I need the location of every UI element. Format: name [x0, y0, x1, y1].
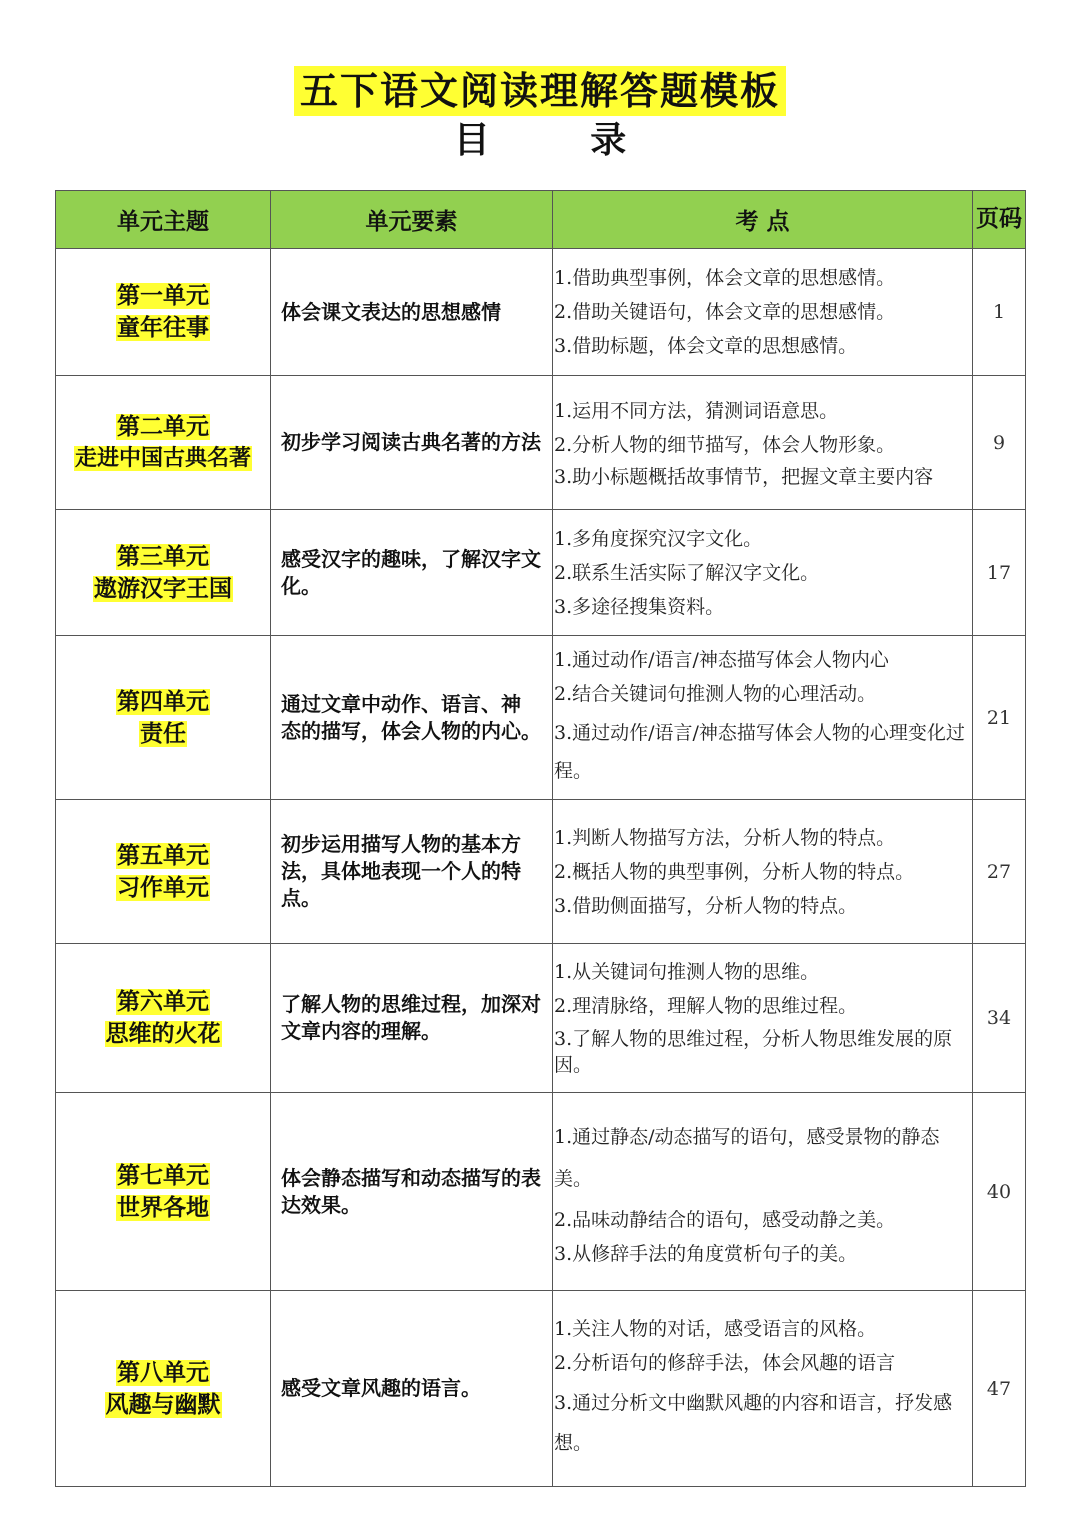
table-row [56, 944, 1026, 1093]
exam-point: 2.分析人物的细节描写，体会人物形象。 [554, 433, 896, 456]
exam-point: 1.多角度探究汉字文化。 [554, 527, 763, 550]
unit-element: 初步运用描写人物的基本方法，具体地表现一个人的特点。 [271, 800, 553, 944]
table-row [56, 249, 1026, 376]
table-row [56, 800, 1026, 944]
unit-element: 体会课文表达的思想感情 [271, 249, 553, 376]
unit-label: 第七单元 [117, 1162, 209, 1189]
unit-cell [56, 1291, 271, 1487]
document-subtitle: 目 录 [453, 120, 671, 161]
unit-element: 了解人物的思维过程，加深对文章内容的理解。 [271, 944, 553, 1093]
unit-cell [56, 249, 271, 376]
table-row [56, 1093, 1026, 1291]
unit-topic: 风趣与幽默 [105, 1391, 221, 1418]
exam-point: 1.通过动作/语言/神态描写体会人物内心 [554, 648, 889, 671]
unit-label: 第五单元 [117, 842, 209, 869]
unit-cell [56, 800, 271, 944]
unit-topic: 习作单元 [117, 874, 209, 901]
exam-points [553, 800, 973, 944]
unit-cell [56, 1093, 271, 1291]
header-theme: 单元主题 [56, 191, 271, 249]
unit-topic: 遨游汉字王国 [94, 575, 232, 602]
unit-label: 第六单元 [117, 989, 209, 1015]
exam-point: 2.理清脉络，理解人物的思维过程。 [554, 995, 858, 1017]
unit-element: 通过文章中动作、语言、神 态的描写，体会人物的内心。 [271, 636, 553, 800]
unit-label: 第三单元 [117, 543, 209, 570]
exam-point: 3.助小标题概括故事情节，把握文章主要内容 [554, 465, 934, 488]
exam-point: 2.品味动静结合的语句，感受动静之美。 [554, 1208, 896, 1231]
exam-point: 3.借助侧面描写，分析人物的特点。 [554, 894, 858, 917]
unit-label: 第二单元 [117, 413, 209, 440]
table-row [56, 636, 1026, 800]
page-number: 47 [973, 1291, 1026, 1487]
exam-point: 2.联系生活实际了解汉字文化。 [554, 561, 820, 584]
table-row [56, 1291, 1026, 1487]
unit-topic: 思维的火花 [105, 1021, 221, 1047]
toc-table [55, 190, 1026, 1487]
exam-points [553, 510, 973, 636]
unit-element: 初步学习阅读古典名著的方法 [271, 376, 553, 510]
page-number: 34 [973, 944, 1026, 1093]
unit-label: 第一单元 [117, 283, 209, 309]
unit-label: 第四单元 [117, 688, 209, 715]
exam-point: 2.结合关键词句推测人物的心理活动。 [554, 682, 877, 705]
exam-points [553, 944, 973, 1093]
exam-point: 1.判断人物描写方法，分析人物的特点。 [554, 826, 896, 849]
exam-point: 2.借助关键语句，体会文章的思想感情。 [554, 301, 896, 323]
exam-point: 1.运用不同方法，猜测词语意思。 [554, 399, 839, 422]
table-row [56, 376, 1026, 510]
exam-point: 3.通过分析文中幽默风趣的内容和语言，抒发感想。 [554, 1391, 953, 1454]
page-number: 21 [973, 636, 1026, 800]
unit-topic: 责任 [140, 720, 186, 747]
page-number: 9 [973, 376, 1026, 510]
document-title: 五下语文阅读理解答题模板 [294, 66, 786, 116]
exam-point: 3.了解人物的思维过程，分析人物思维发展的原因。 [554, 1028, 953, 1076]
header-row [56, 191, 1026, 249]
unit-label: 第八单元 [117, 1359, 209, 1386]
exam-points [553, 1291, 973, 1487]
exam-point: 1.从关键词句推测人物的思维。 [554, 961, 820, 983]
header-page: 页码 [973, 191, 1026, 249]
exam-point: 3.借助标题，体会文章的思想感情。 [554, 335, 858, 357]
table-row [56, 510, 1026, 636]
header-elements: 单元要素 [271, 191, 553, 249]
exam-points [553, 376, 973, 510]
exam-point: 3.从修辞手法的角度赏析句子的美。 [554, 1242, 858, 1265]
unit-element: 感受汉字的趣味，了解汉字文化。 [271, 510, 553, 636]
unit-element: 感受文章风趣的语言。 [271, 1291, 553, 1487]
unit-topic: 童年往事 [117, 315, 209, 341]
exam-points [553, 249, 973, 376]
unit-cell [56, 636, 271, 800]
page-number: 27 [973, 800, 1026, 944]
unit-topic: 世界各地 [117, 1194, 209, 1221]
exam-point: 3.通过动作/语言/神态描写体会人物的心理变化过程。 [554, 721, 965, 782]
exam-point: 3.多途径搜集资料。 [554, 595, 725, 618]
exam-points [553, 1093, 973, 1291]
exam-point: 2.概括人物的典型事例，分析人物的特点。 [554, 860, 915, 883]
page-number: 1 [973, 249, 1026, 376]
header-points: 考 点 [553, 191, 973, 249]
unit-element: 体会静态描写和动态描写的表达效果。 [271, 1093, 553, 1291]
exam-point: 1.通过静态/动态描写的语句，感受景物的静态美。 [554, 1125, 940, 1190]
unit-topic: 走进中国古典名著 [74, 445, 251, 471]
page-number: 40 [973, 1093, 1026, 1291]
unit-cell [56, 376, 271, 510]
exam-point: 1.关注人物的对话，感受语言的风格。 [554, 1317, 877, 1340]
unit-cell [56, 510, 271, 636]
unit-cell [56, 944, 271, 1093]
exam-points [553, 636, 973, 800]
exam-point: 2.分析语句的修辞手法，体会风趣的语言 [554, 1351, 896, 1374]
exam-point: 1.借助典型事例，体会文章的思想感情。 [554, 267, 896, 289]
page-number: 17 [973, 510, 1026, 636]
